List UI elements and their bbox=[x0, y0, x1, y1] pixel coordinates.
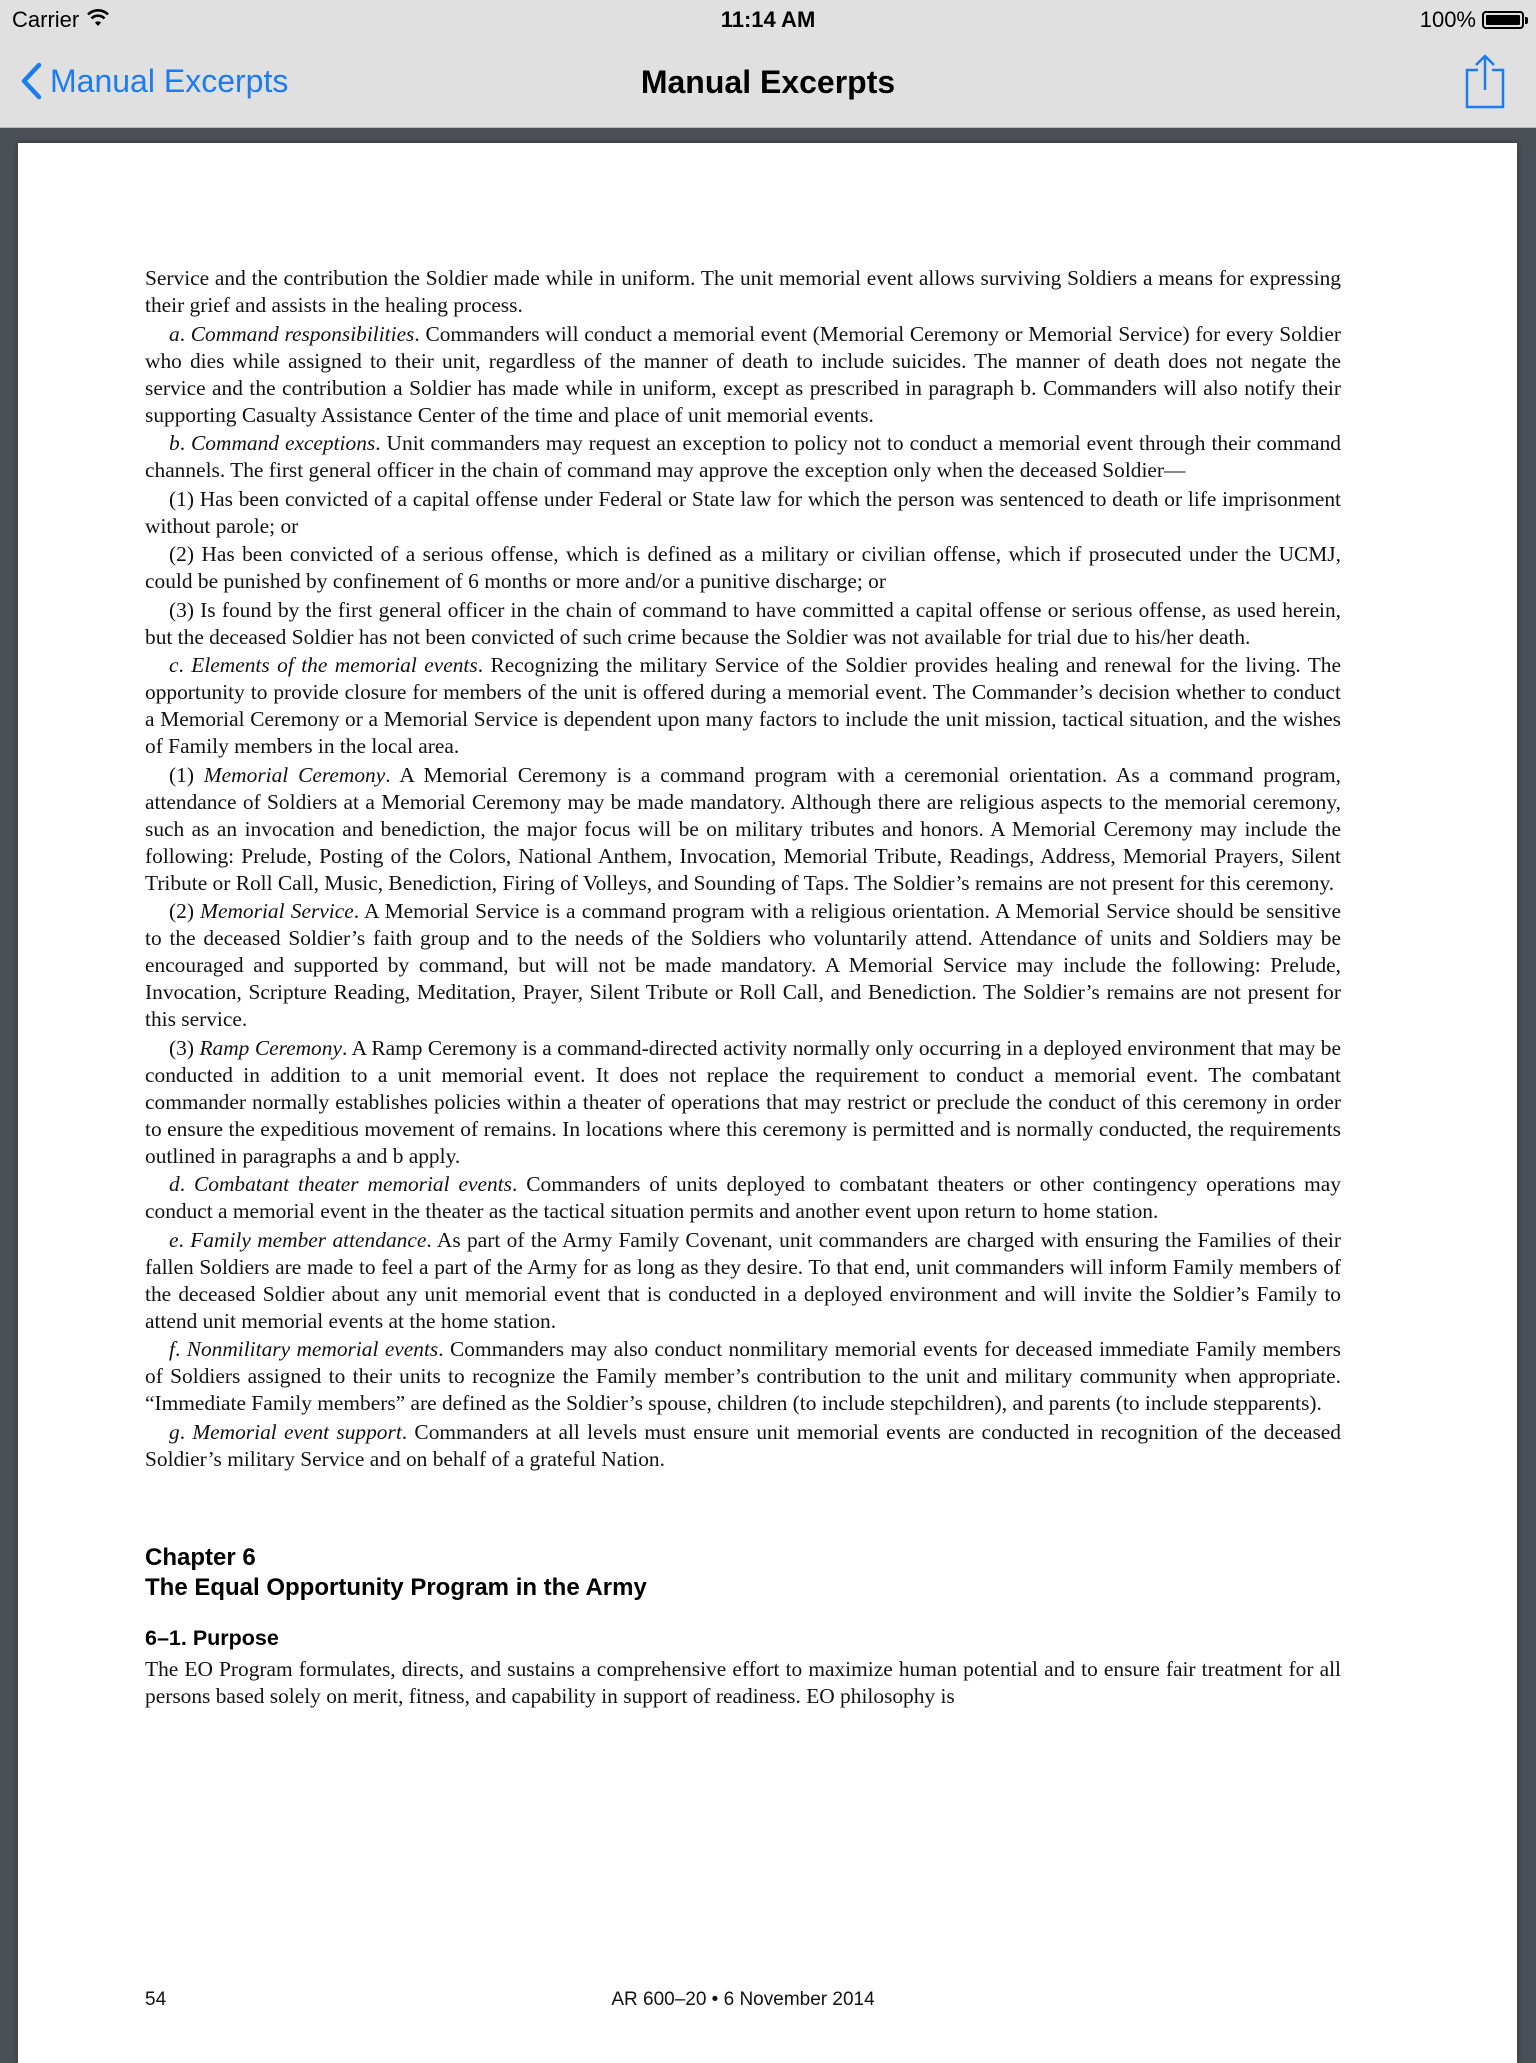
carrier-label: Carrier bbox=[12, 7, 80, 32]
document-page[interactable] bbox=[18, 143, 1517, 2063]
chapter-title: The Equal Opportunity Program in the Army bbox=[145, 1573, 647, 1601]
navigation-bar bbox=[0, 42, 1536, 128]
paragraph-b-2: (2) Has been convicted of a serious offense, which is defined as a military or civilian offense, which if prosecuted under the UCMJ, could be punished by confinement of 6 months or more and/or a punitive discharge; or bbox=[145, 542, 1341, 593]
paragraph-g: g. Memorial event support. Commanders at all levels must ensure unit memorial events are conducted in recognition of the deceased Soldier’s military Service and on behalf of a grateful Nation. bbox=[145, 1419, 1341, 1471]
section-heading: 6–1. Purpose bbox=[145, 1625, 279, 1650]
battery-percent: 100% bbox=[1419, 7, 1476, 32]
paragraph-intro: Service and the contribution the Soldier made while in uniform. The unit memorial event allows surviving Soldiers a means for expressing their grief and assists in the healing process. bbox=[145, 266, 1341, 317]
document-reference: AR 600–20 • 6 November 2014 bbox=[611, 1989, 875, 2010]
share-icon bbox=[1462, 54, 1508, 110]
page-title: Manual Excerpts bbox=[640, 64, 896, 100]
battery-full-icon bbox=[1482, 11, 1524, 29]
paragraph-c-1: (1) Memorial Ceremony. A Memorial Ceremony is a command program with a ceremonial orientation. As a command program, attendance of Soldiers at a Memorial Ceremony may be made mandatory. Although there are religious aspects to the memorial ceremony, such as an invocation and benediction, the major focus will be on military tributes and honors. A Memorial Ceremony may include the following: Prelude, Posting of the Colors, National Anthem, Invocation, Memorial Tribute, Readings, Address, Memorial Prayers, Silent Tribute or Roll Call, Music, Benediction, Firing of Volleys, and Sounding of Taps. The Soldier’s remains are not present for this ceremony. bbox=[145, 762, 1342, 895]
document-content bbox=[145, 265, 1341, 1711]
paragraph-a: a. Command responsibilities. Commanders will conduct a memorial event (Memorial Ceremony or Memorial Service) for every Soldier who dies while assigned to their unit, regardless of the manner of death to include suicides. The manner of death does not negate the service and the contribution a Soldier has made while in uniform, except as prescribed in paragraph b. Commanders will also notify their supporting Casualty Assistance Center of the time and place of unit memorial events. bbox=[145, 321, 1341, 427]
paragraph-f: f. Nonmilitary memorial events. Commanders may also conduct nonmilitary memorial events for deceased immediate Family members of Soldiers assigned to their units to recognize the Family member’s contribution to the unit and military community when appropriate. “Immediate Family members” are defined as the Soldier’s spouse, children (to include stepchildren), and parents (to include stepparents). bbox=[145, 1337, 1342, 1415]
section-paragraph: The EO Program formulates, directs, and sustains a comprehensive effort to maximize human potential and to ensure fair treatment for all persons based solely on merit, fitness, and capability in support of readiness. EO philosophy is bbox=[145, 1656, 1341, 1708]
status-bar bbox=[0, 0, 1536, 42]
share-button[interactable] bbox=[1462, 54, 1508, 110]
chapter-number: Chapter 6 bbox=[145, 1543, 256, 1571]
paragraph-c-2: (2) Memorial Service. A Memorial Service is a command program with a religious orientation. A Memorial Service should be sensitive to the deceased Soldier’s faith group and to the needs of the Soldiers who voluntarily attend. Attendance of units and Soldiers may be encouraged and supported by command, but will not be made mandatory. A Memorial Service may include the following: Prelude, Invocation, Scripture Reading, Meditation, Prayer, Silent Tribute or Roll Call, and Benediction. The Soldier’s remains are not present for this service. bbox=[145, 899, 1341, 1031]
paragraph-b: b. Command exceptions. Unit commanders may request an exception to policy not to conduct a memorial event through their command channels. The first general officer in the chain of command may approve the exception only when the deceased Soldier— bbox=[145, 431, 1341, 482]
paragraph-d: d. Combatant theater memorial events. Commanders of units deployed to combatant theaters or other contingency operations may conduct a memorial event in the theater as the tactical situation permits and another event upon return to home station. bbox=[145, 1172, 1341, 1223]
status-time: 11:14 AM bbox=[720, 7, 816, 32]
paragraph-b-3: (3) Is found by the first general officer in the chain of command to have committed a capital offense or serious offense, as used herein, but the deceased Soldier has not been convicted of such crime because the Soldier was not available for trial due to his/her death. bbox=[145, 597, 1341, 649]
chevron-left-icon bbox=[20, 62, 42, 100]
status-right bbox=[1420, 7, 1524, 33]
chapter-heading bbox=[145, 1543, 1341, 1603]
paragraph-e: e. Family member attendance. As part of the Army Family Covenant, unit commanders are charged with ensuring the Families of their fallen Soldiers are made to feel a part of the Army for as long as they desire. To that end, unit commanders will inform Family members of the deceased Soldier about any unit memorial event that is conducted in a deployed environment and will invite the Soldier’s Family to attend unit memorial events at the home station. bbox=[145, 1227, 1341, 1333]
page-number: 54 bbox=[145, 1989, 167, 2010]
back-button[interactable] bbox=[20, 62, 288, 100]
paragraph-c-3: (3) Ramp Ceremony. A Ramp Ceremony is a command-directed activity normally only occurring in a deployed environment that may be conducted in addition to a unit memorial event. It does not replace the requirement to conduct a memorial event. The combatant commander normally establishes policies within a theater of operations that may restrict or preclude the conduct of this ceremony in order to ensure the expeditious movement of remains. In locations where this ceremony is permitted and is normally conducted, the requirements outlined in paragraphs a and b apply. bbox=[145, 1035, 1341, 1168]
paragraph-c: c. Elements of the memorial events. Recognizing the military Service of the Soldier provides healing and renewal for the living. The opportunity to provide closure for members of the unit is offered during a memorial event. The Commander’s decision whether to conduct a Memorial Ceremony or a Memorial Service is dependent upon many factors to include the unit mission, tactical situation, and the wishes of Family members in the local area. bbox=[145, 653, 1341, 758]
paragraph-b-1: (1) Has been convicted of a capital offense under Federal or State law for which the person was sentenced to death or life imprisonment without parole; or bbox=[145, 486, 1341, 538]
back-button-label: Manual Excerpts bbox=[50, 62, 289, 99]
